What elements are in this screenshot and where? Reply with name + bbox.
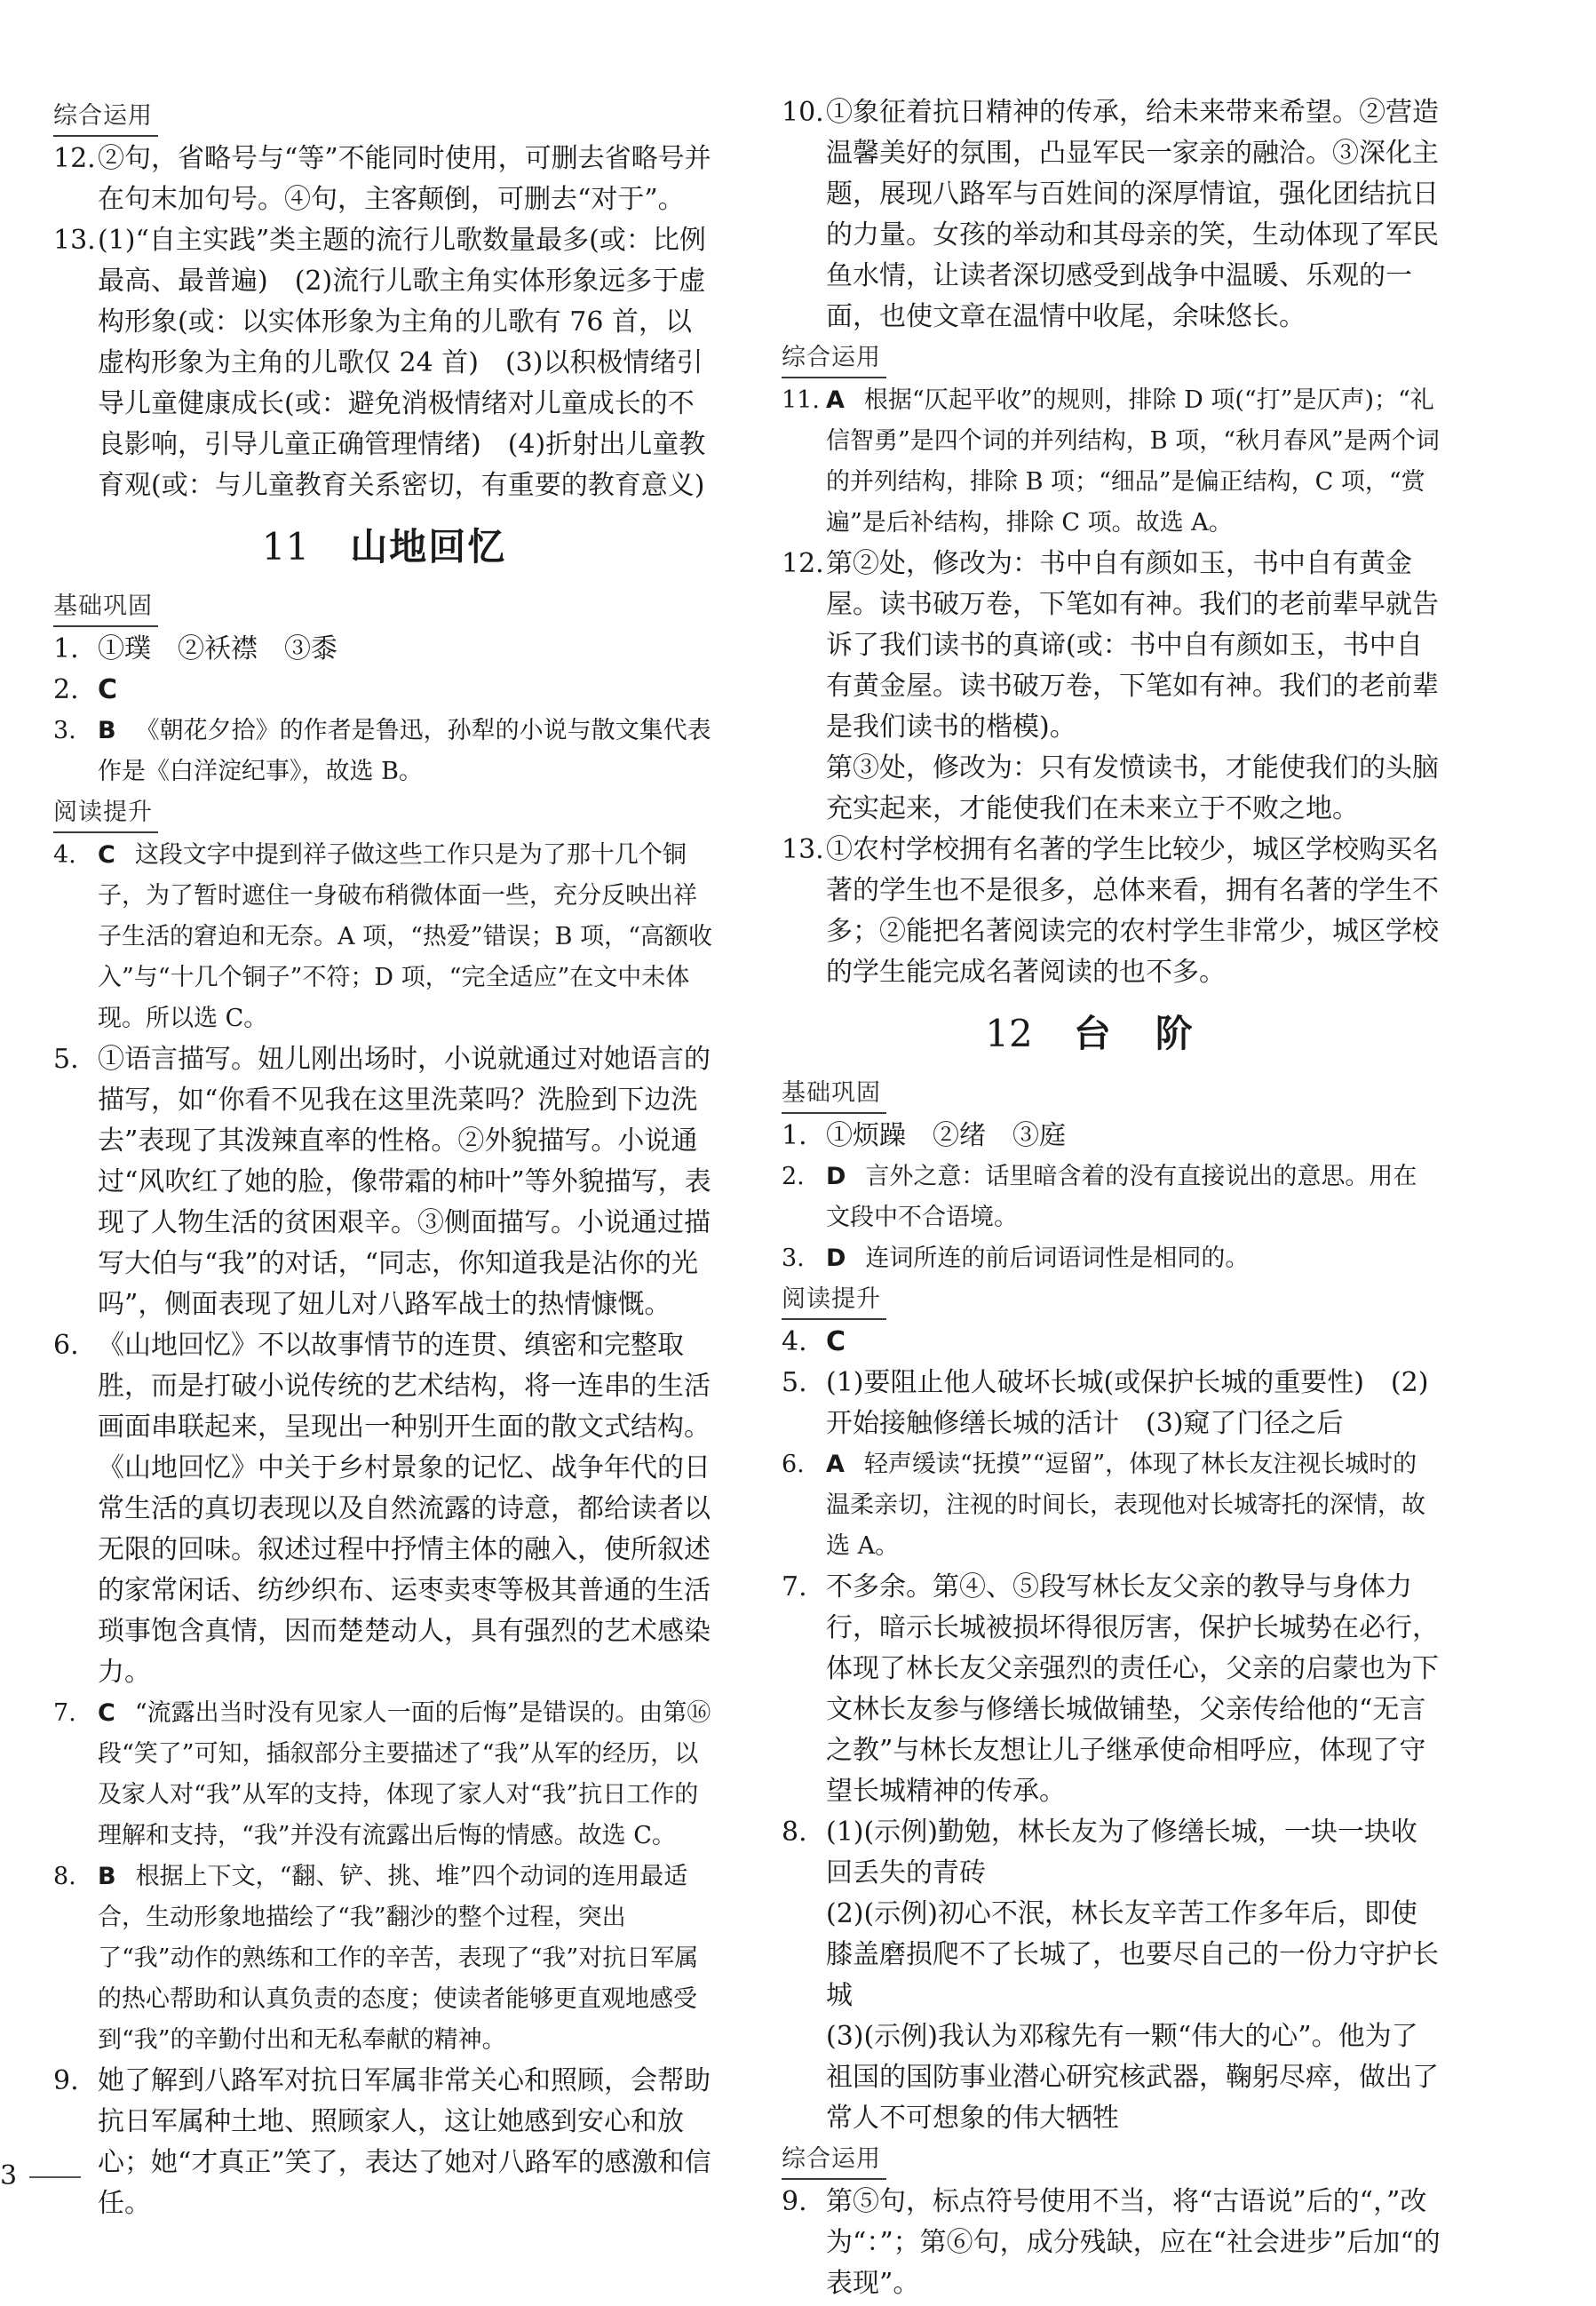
answer-item-9: 9. 她了解到八路军对抗日军属非常关心和照顾，会帮助抗日军属种土地、照顾家人，这让她感到安心和放心；她“才真正”笑了，表达了她对八路军的感激和信任。	[53, 2065, 711, 2219]
answer-item-4: 4. C	[782, 1326, 846, 1357]
answer-letter: C	[98, 1699, 115, 1727]
answer-letter: B	[98, 717, 116, 744]
section-heading-basics: 基础巩固	[782, 1075, 886, 1114]
answer-item-5: 5. (1)要阻止他人破坏长城(或保护长城的重要性) (2)开始接触修缮长城的活计 (3)窥了门径之后	[782, 1367, 1429, 1439]
answer-item-5: 5. ①语言描写。妞儿刚出场时，小说就通过对她语言的描写，如“你看不见我在这里洗菜吗？洗脸到下边洗去”表现了其泼辣直率的性格。②外貌描写。小说通过“风吹红了她的脸，像带霜的柿叶”等外貌描写，表现了人物生活的贫困艰辛。③侧面描写。小说通过描写大伯与“我”的对话，“同志，你知道我是沾你的光吗”，侧面表现了妞儿对八路军战士的热情慷慨。	[53, 1044, 711, 1320]
lesson-title-11: 11 山地回忆	[261, 525, 507, 569]
page-number: 3	[0, 2160, 18, 2191]
page-footer	[0, 2159, 81, 2194]
answer-item-2: 2. D 言外之意：话里暗含着的没有直接说出的意思。用在文段中不合语境。	[782, 1163, 1417, 1231]
left-column	[53, 96, 715, 2224]
answer-item-12: 12. 第②处，修改为：书中自有颜如玉，书中自有黄金屋。读书破万卷，下笔如有神。我们的老前辈早就告诉了我们读书的真谛(或：书中自有颜如玉，书中自有黄金屋。读书破万卷，下笔如有神。我们的老前辈是我们读书的楷模)。 第③处，修改为：只有发愤读书，才能使我们的头脑充实起来，才能使我们在未来立于不败之地。	[782, 548, 1439, 824]
answer-letter: C	[826, 1326, 846, 1357]
answer-letter: C	[98, 841, 115, 869]
right-column	[782, 92, 1441, 2304]
answer-letter: C	[98, 674, 118, 705]
answer-item-6: 6. 《山地回忆》不以故事情节的连贯、缜密和完整取胜，而是打破小说传统的艺术结构，将一连串的生活画面串联起来，呈现出一种别开生面的散文式结构。《山地回忆》中关于乡村景象的记忆、战争年代的日常生活的真切表现以及自然流露的诗意，都给读者以无限的回味。叙述过程中抒情主体的融入，使所叙述的家常闲话、纺纱织布、运枣卖枣等极其普通的生活琐事饱含真情，因而楚楚动人，具有强烈的艺术感染力。	[53, 1330, 711, 1688]
answer-item-9: 9. 第⑤句，标点符号使用不当，将“古语说”后的“，”改为“：”；第⑥句，成分残缺，应在“社会进步”后加“的表现”。	[782, 2186, 1441, 2299]
section-heading-reading: 阅读提升	[782, 1281, 886, 1320]
answer-item-6: 6. A 轻声缓读“抚摸”“逗留”，体现了林长友注视长城时的温柔亲切，注视的时间长，表现他对长城寄托的深情，故选 A。	[782, 1451, 1425, 1560]
answer-item-7: 7. C “流露出当时没有见家人一面的后悔”是错误的。由第⑯段“笑了”可知，插叙部分主要描述了“我”从军的经历，以及家人对“我”从军的支持，体现了家人对“我”抗日工作的理解和支持，“我”并没有流露出后悔的情感。故选 C。	[53, 1699, 711, 1849]
section-heading-comprehensive: 综合运用	[782, 2141, 886, 2180]
answer-letter: B	[98, 1863, 116, 1890]
answer-item-3: 3. D 连词所连的前后词语词性是相同的。	[782, 1244, 1250, 1272]
answer-item-1: 1. ①烦躁 ②绪 ③庭	[782, 1120, 1066, 1151]
answer-item-13: 13. ①农村学校拥有名著的学生比较少，城区学校购买名著的学生也不是很多，总体来看，拥有名著的学生不多；②能把名著阅读完的农村学生非常少，城区学校的学生能完成名著阅读的也不多。	[782, 834, 1439, 988]
answer-letter: A	[826, 386, 845, 414]
answer-letter: A	[826, 1451, 845, 1478]
section-heading-basics: 基础巩固	[53, 588, 158, 627]
answer-item-2: 2. C	[53, 674, 118, 705]
lesson-title-12: 12 台阶	[985, 1012, 1237, 1055]
section-heading-reading: 阅读提升	[53, 794, 158, 833]
answer-item-4: 4. C 这段文字中提到祥子做这些工作只是为了那十几个铜子，为了暂时遮住一身破布稍微体面一些，充分反映出祥子生活的窘迫和无奈。A 项，“热爱”错误；B 项，“高额收入”与“十几个铜子”不符；D 项，“完全适应”在文中未体现。所以选 C。	[53, 841, 712, 1032]
answer-item-8: 8. B 根据上下文，“翻、铲、挑、堆”四个动词的连用最适合，生动形象地描绘了“我”翻沙的整个过程，突出了“我”动作的熟练和工作的辛苦，表现了“我”对抗日军属的热心帮助和认真负责的态度；使读者能够更直观地感受到“我”的辛勤付出和无私奉献的精神。	[53, 1863, 699, 2054]
section-heading-comprehensive: 综合运用	[782, 339, 886, 378]
footer-rule	[29, 2176, 81, 2178]
answer-letter: D	[826, 1163, 846, 1190]
answer-item-11: 11. A 根据“仄起平收”的规则，排除 D 项(“打”是仄声)；“礼信智勇”是四个词的并列结构，B 项，“秋月春风”是两个词的并列结构，排除 B 项；“细品”是偏正结构，C 项，“赏遍”是后补结构，排除 C 项。故选 A。	[782, 386, 1440, 537]
answer-item-10: 10. ①象征着抗日精神的传承，给未来带来希望。②营造温馨美好的氛围，凸显军民一家亲的融洽。③深化主题，展现八路军与百姓间的深厚情谊，强化团结抗日的力量。女孩的举动和其母亲的笑，生动体现了军民鱼水情，让读者深切感受到战争中温暖、乐观的一面，也使文章在温情中收尾，余味悠长。	[782, 97, 1439, 332]
answer-item-13: 13. (1)“自主实践”类主题的流行儿歌数量最多(或：比例最高、最普遍) (2)流行儿歌主角实体形象远多于虚构形象(或：以实体形象为主角的儿歌有 76 首，以虚构形象为主角的儿歌仅 24 首) (3)以积极情绪引导儿童健康成长(或：避免消极情绪对儿童成长的不良影响，引导儿童正确管理情绪) (4)折射出儿童教育观(或：与儿童教育关系密切，有重要的教育意义)	[53, 225, 706, 501]
section-heading-comprehensive: 综合运用	[53, 98, 158, 137]
answer-item-8: 8. (1)(示例)勤勉，林长友为了修缮长城，一块一块收回丢失的青砖 (2)(示例)初心不泯，林长友辛苦工作多年后，即使膝盖磨损爬不了长城了，也要尽自己的一份力守护长城 (3)(示例)我认为邓稼先有一颗“伟大的心”。他为了祖国的国防事业潜心研究核武器，鞠躬尽瘁，做出了常人不可想象的伟大牺牲	[782, 1817, 1439, 2134]
answer-letter: D	[826, 1244, 846, 1272]
answer-item-1: 1. ①璞 ②袄襟 ③黍	[53, 633, 337, 664]
answer-item-3: 3. B 《朝花夕拾》的作者是鲁迅，孙犁的小说与散文集代表作是《白洋淀纪事》，故选 B。	[53, 717, 711, 785]
answer-item-7: 7. 不多余。第④、⑤段写林长友父亲的教导与身体力行，暗示长城被损坏得很厉害，保护长城势在必行，体现了林长友父亲强烈的责任心，父亲的启蒙也为下文林长友参与修缮长城做铺垫，父亲传给他的“无言之教”与林长友想让儿子继承使命相呼应，体现了守望长城精神的传承。	[782, 1571, 1439, 1807]
answer-item-12: 12. ②句，省略号与“等”不能同时使用，可删去省略号并在句末加句号。④句，主客颠倒，可删去“对于”。	[53, 143, 711, 215]
